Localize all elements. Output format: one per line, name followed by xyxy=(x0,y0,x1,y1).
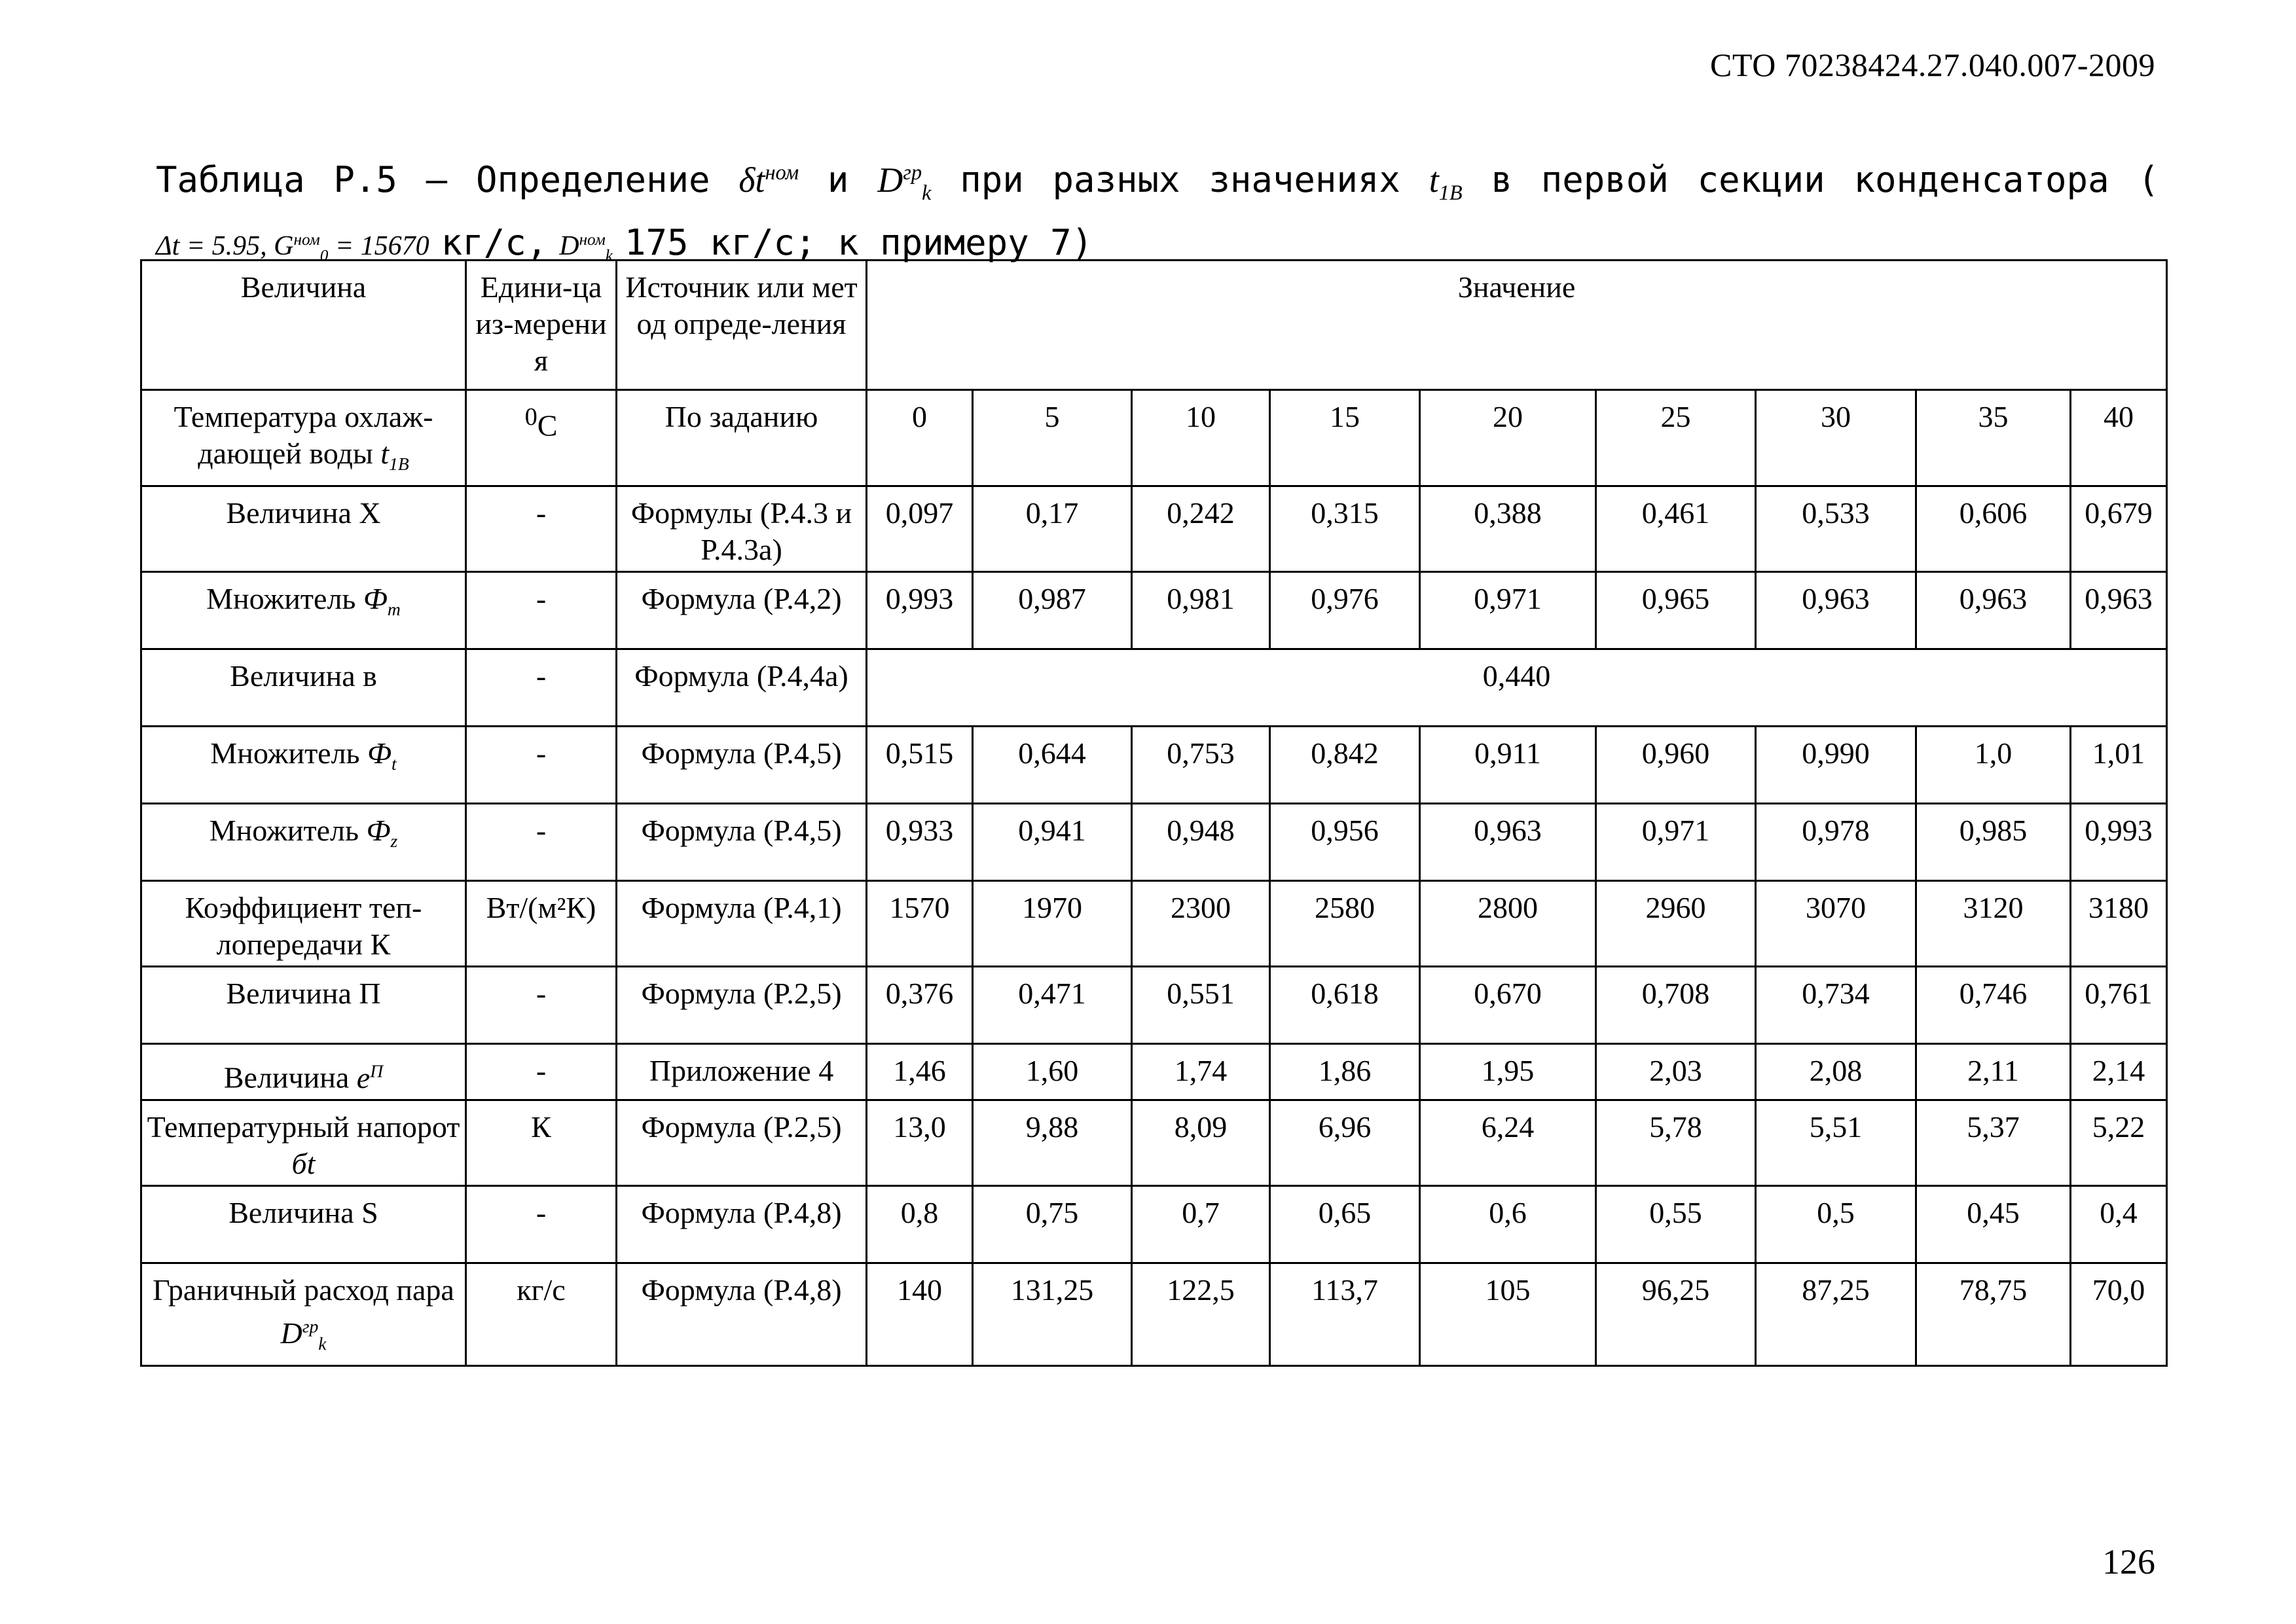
row-value: 30 xyxy=(1756,390,1916,486)
caption-word: конденсатора xyxy=(1853,159,2109,200)
row-value: 0,533 xyxy=(1756,486,1916,572)
row-value: 1,46 xyxy=(867,1044,973,1100)
row-value: 0,963 xyxy=(1756,572,1916,649)
row-value: 1,01 xyxy=(2071,727,2167,804)
row-value: 0,985 xyxy=(1916,804,2071,881)
row-quantity: Граничный расход пара $D^{гр}_k$ xyxy=(141,1263,466,1366)
row-value: 2,11 xyxy=(1916,1044,2071,1100)
row-value: 0,987 xyxy=(973,572,1132,649)
table-row xyxy=(141,967,2167,1044)
row-value: 5,78 xyxy=(1596,1100,1756,1185)
row-value: 0,993 xyxy=(2071,804,2167,881)
row-symbol: $t_{1В}$ xyxy=(380,437,409,475)
row-value: 0,761 xyxy=(2071,967,2167,1044)
row-unit: - xyxy=(466,1044,617,1100)
row-source: Формула (Р.4,4а) xyxy=(617,649,867,727)
row-unit: кг/с xyxy=(466,1263,617,1366)
header-quantity: Величина xyxy=(141,261,466,390)
table-row xyxy=(141,390,2167,486)
row-quantity: Температурный напорот бt xyxy=(141,1100,466,1185)
caption-word: секции xyxy=(1697,159,1825,200)
table-row xyxy=(141,1185,2167,1263)
row-value: 6,24 xyxy=(1420,1100,1596,1185)
row-unit: - xyxy=(466,486,617,572)
row-value: 0,679 xyxy=(2071,486,2167,572)
row-value: 0,842 xyxy=(1270,727,1420,804)
row-value: 0,734 xyxy=(1756,967,1916,1044)
row-quantity: Коэффициент теп-лопередачи К xyxy=(141,881,466,967)
row-symbol: $e^П$ xyxy=(356,1060,384,1094)
row-value: 0,45 xyxy=(1916,1185,2071,1263)
row-value: 0,971 xyxy=(1420,572,1596,649)
row-unit: - xyxy=(466,649,617,727)
row-quantity: Множитель $Ф_t$ xyxy=(141,727,466,804)
row-value: 140 xyxy=(867,1263,973,1366)
row-value: 0,618 xyxy=(1270,967,1420,1044)
row-value: 0,976 xyxy=(1270,572,1420,649)
row-value: 0,971 xyxy=(1596,804,1756,881)
row-value: 0,670 xyxy=(1420,967,1596,1044)
row-value: 122,5 xyxy=(1132,1263,1270,1366)
row-value: 1,86 xyxy=(1270,1044,1420,1100)
row-value: 0,75 xyxy=(973,1185,1132,1263)
row-value: 96,25 xyxy=(1596,1263,1756,1366)
caption-symbol-dk-nom: $D^{ном}_k$ xyxy=(559,230,613,265)
row-value: 10 xyxy=(1132,390,1270,486)
row-value: 0,471 xyxy=(973,967,1132,1044)
table-body xyxy=(141,390,2167,1366)
row-value: 5,51 xyxy=(1756,1100,1916,1185)
row-value: 0,4 xyxy=(2071,1185,2167,1263)
row-value: 5 xyxy=(973,390,1132,486)
table-header-row xyxy=(141,261,2167,390)
caption-text: 175 кг/с; к примеру 7) xyxy=(624,221,1093,263)
row-quantity: Множитель $Ф_z$ xyxy=(141,804,466,881)
row-value: 113,7 xyxy=(1270,1263,1420,1366)
row-source: Формула (Р.4,8) xyxy=(617,1185,867,1263)
row-source: Формула (Р.4,5) xyxy=(617,727,867,804)
caption-symbol-delta-t: $\delta t^{ном}$ xyxy=(738,160,799,200)
row-value: 0 xyxy=(867,390,973,486)
row-value: 0,7 xyxy=(1132,1185,1270,1263)
row-source: Формула (Р.2,5) xyxy=(617,967,867,1044)
caption-word: Таблица xyxy=(156,159,305,200)
row-value: 0,965 xyxy=(1596,572,1756,649)
row-value: 2800 xyxy=(1420,881,1596,967)
row-value: 1,0 xyxy=(1916,727,2071,804)
row-value: 0,606 xyxy=(1916,486,2071,572)
row-value: 0,948 xyxy=(1132,804,1270,881)
table-row xyxy=(141,881,2167,967)
document-code: СТО 70238424.27.040.007-2009 xyxy=(1710,46,2155,83)
row-value: 0,6 xyxy=(1420,1185,1596,1263)
row-value: 0,708 xyxy=(1596,967,1756,1044)
table-row xyxy=(141,804,2167,881)
row-source: Формула (Р.4,8) xyxy=(617,1263,867,1366)
table-row xyxy=(141,572,2167,649)
caption-line-1 xyxy=(156,149,2159,217)
row-unit: $^0$С xyxy=(466,390,617,486)
row-value: 105 xyxy=(1420,1263,1596,1366)
row-quantity: Величина X xyxy=(141,486,466,572)
row-value: 8,09 xyxy=(1132,1100,1270,1185)
header-unit: Едини-ца из-мерения xyxy=(466,261,617,390)
row-value: 0,242 xyxy=(1132,486,1270,572)
row-value: 0,17 xyxy=(973,486,1132,572)
row-value: 2,08 xyxy=(1756,1044,1916,1100)
table-row xyxy=(141,1100,2167,1185)
row-value: 1,74 xyxy=(1132,1044,1270,1100)
row-quantity: Величина $e^П$ xyxy=(141,1044,466,1100)
table-row xyxy=(141,1044,2167,1100)
row-source: Формула (Р.4,2) xyxy=(617,572,867,649)
row-value: 9,88 xyxy=(973,1100,1132,1185)
row-source: Приложение 4 xyxy=(617,1044,867,1100)
row-value: 3120 xyxy=(1916,881,2071,967)
row-value: 0,911 xyxy=(1420,727,1596,804)
row-value: 0,753 xyxy=(1132,727,1270,804)
caption-text: кг/с, xyxy=(441,221,548,263)
row-value: 0,978 xyxy=(1756,804,1916,881)
caption-symbol-t1b: $t_{1В}$ xyxy=(1429,160,1463,205)
table-row xyxy=(141,727,2167,804)
row-quantity: Величина в xyxy=(141,649,466,727)
row-symbol: бt xyxy=(291,1146,316,1180)
row-quantity: Температура охлаж-дающей воды $t_{1В}$ xyxy=(141,390,466,486)
row-value: 0,644 xyxy=(973,727,1132,804)
row-value: 0,933 xyxy=(867,804,973,881)
caption-word: первой xyxy=(1540,159,1669,200)
row-unit: - xyxy=(466,727,617,804)
row-value: 13,0 xyxy=(867,1100,973,1185)
row-value-merged: 0,440 xyxy=(867,649,2167,727)
row-value: 0,5 xyxy=(1756,1185,1916,1263)
page-number: 126 xyxy=(2102,1542,2155,1581)
caption-word: в xyxy=(1491,159,1512,200)
row-value: 0,956 xyxy=(1270,804,1420,881)
row-value: 2,03 xyxy=(1596,1044,1756,1100)
row-value: 0,981 xyxy=(1132,572,1270,649)
row-value: 0,461 xyxy=(1596,486,1756,572)
row-value: 1570 xyxy=(867,881,973,967)
header-value: Значение xyxy=(867,261,2167,390)
row-value: 1,60 xyxy=(973,1044,1132,1100)
row-symbol: $Ф_z$ xyxy=(366,814,398,852)
row-value: 87,25 xyxy=(1756,1263,1916,1366)
row-value: 0,963 xyxy=(1916,572,2071,649)
caption-symbol-dk: $D^{гр}_k$ xyxy=(877,160,932,205)
row-value: 0,376 xyxy=(867,967,973,1044)
caption-word: и xyxy=(827,159,849,200)
row-value: 0,315 xyxy=(1270,486,1420,572)
caption-word: Р.5 xyxy=(333,159,397,200)
row-value: 131,25 xyxy=(973,1263,1132,1366)
row-value: 70,0 xyxy=(2071,1263,2167,1366)
row-source: Формула (Р.4,5) xyxy=(617,804,867,881)
row-value: 40 xyxy=(2071,390,2167,486)
row-unit: Вт/(м²К) xyxy=(466,881,617,967)
row-value: 0,941 xyxy=(973,804,1132,881)
row-quantity: Множитель $Ф_m$ xyxy=(141,572,466,649)
row-value: 0,990 xyxy=(1756,727,1916,804)
row-value: 0,746 xyxy=(1916,967,2071,1044)
row-source: Формула (Р.4,1) xyxy=(617,881,867,967)
row-quantity: Величина П xyxy=(141,967,466,1044)
row-value: 5,37 xyxy=(1916,1100,2071,1185)
row-value: 78,75 xyxy=(1916,1263,2071,1366)
row-value: 0,963 xyxy=(1420,804,1596,881)
row-value: 0,551 xyxy=(1132,967,1270,1044)
row-value: 2300 xyxy=(1132,881,1270,967)
table-row xyxy=(141,649,2167,727)
row-unit: - xyxy=(466,967,617,1044)
row-value: 2580 xyxy=(1270,881,1420,967)
caption-word: Определение xyxy=(475,159,710,200)
caption-word: разных xyxy=(1052,159,1180,200)
row-source: Формула (Р.2,5) xyxy=(617,1100,867,1185)
row-unit: - xyxy=(466,804,617,881)
table-row xyxy=(141,486,2167,572)
table-row xyxy=(141,1263,2167,1366)
header-source: Источник или метод опреде-ления xyxy=(617,261,867,390)
caption-word: при xyxy=(960,159,1024,200)
row-symbol: $Ф_t$ xyxy=(367,736,397,774)
data-table xyxy=(140,259,2168,1367)
row-source: По заданию xyxy=(617,390,867,486)
row-value: 15 xyxy=(1270,390,1420,486)
caption-word: ( xyxy=(2138,159,2159,200)
row-value: 1970 xyxy=(973,881,1132,967)
row-value: 0,097 xyxy=(867,486,973,572)
row-value: 0,388 xyxy=(1420,486,1596,572)
row-value: 0,960 xyxy=(1596,727,1756,804)
row-value: 0,963 xyxy=(2071,572,2167,649)
row-value: 6,96 xyxy=(1270,1100,1420,1185)
row-value: 5,22 xyxy=(2071,1100,2167,1185)
row-unit: - xyxy=(466,1185,617,1263)
row-value: 3070 xyxy=(1756,881,1916,967)
caption-formula: Δt = 5.95, $G^{ном}_0 = 15670$ xyxy=(156,230,429,265)
row-value: 2,14 xyxy=(2071,1044,2167,1100)
row-source: Формулы (Р.4.3 и Р.4.3а) xyxy=(617,486,867,572)
row-value: 35 xyxy=(1916,390,2071,486)
row-unit: - xyxy=(466,572,617,649)
row-value: 0,65 xyxy=(1270,1185,1420,1263)
row-value: 1,95 xyxy=(1420,1044,1596,1100)
caption-word: – xyxy=(426,159,448,200)
row-value: 3180 xyxy=(2071,881,2167,967)
caption-word: значениях xyxy=(1209,159,1400,200)
row-value: 0,55 xyxy=(1596,1185,1756,1263)
row-symbol: $Ф_m$ xyxy=(363,582,401,620)
row-value: 0,8 xyxy=(867,1185,973,1263)
row-symbol: $D^{гр}_k$ xyxy=(280,1316,327,1354)
row-value: 20 xyxy=(1420,390,1596,486)
row-value: 25 xyxy=(1596,390,1756,486)
row-value: 0,993 xyxy=(867,572,973,649)
row-value: 0,515 xyxy=(867,727,973,804)
row-unit: К xyxy=(466,1100,617,1185)
row-value: 2960 xyxy=(1596,881,1756,967)
row-quantity: Величина S xyxy=(141,1185,466,1263)
